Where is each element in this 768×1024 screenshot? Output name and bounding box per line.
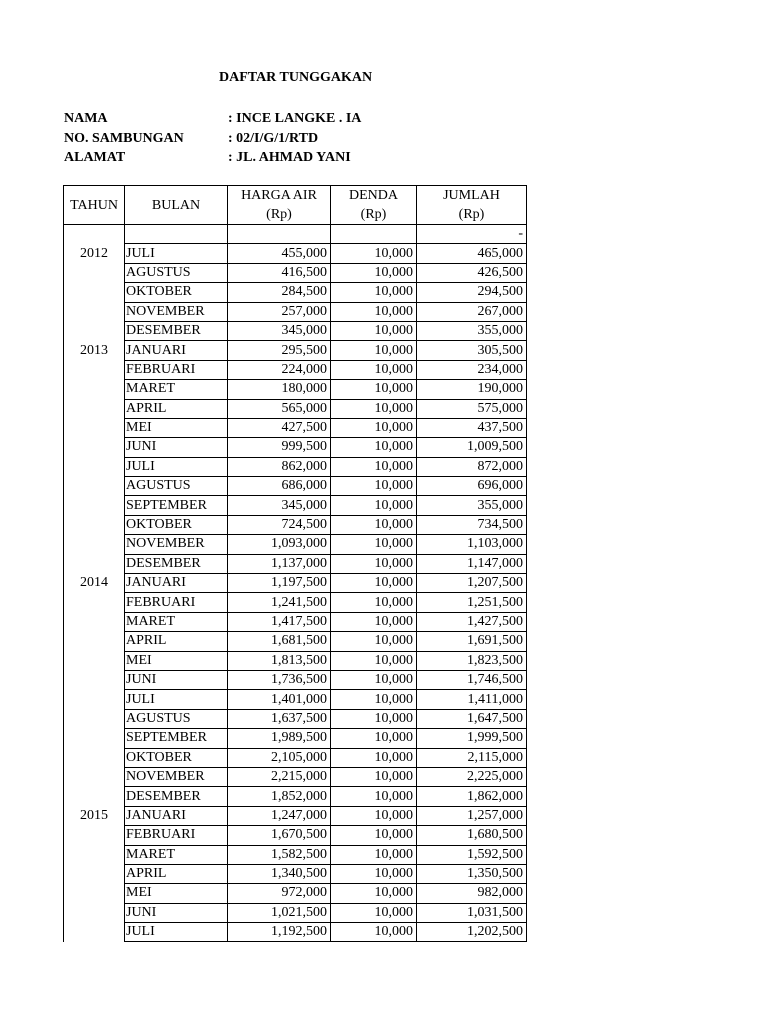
cell-bulan: AGUSTUS xyxy=(125,477,228,496)
cell-jumlah: 2,225,000 xyxy=(417,767,527,786)
table-row xyxy=(64,477,527,496)
cell-denda: 10,000 xyxy=(331,787,417,806)
cell-tahun xyxy=(64,923,125,942)
cell-harga-air: 224,000 xyxy=(228,360,331,379)
cell-tahun xyxy=(64,845,125,864)
cell-denda: 10,000 xyxy=(331,341,417,360)
cell-harga-air: 2,105,000 xyxy=(228,748,331,767)
cell-bulan: SEPTEMBER xyxy=(125,729,228,748)
cell-harga-air: 724,500 xyxy=(228,515,331,534)
cell-bulan xyxy=(125,225,228,244)
info-row-sambungan xyxy=(64,129,361,149)
cell-harga-air: 565,000 xyxy=(228,399,331,418)
cell-jumlah: 575,000 xyxy=(417,399,527,418)
cell-bulan: SEPTEMBER xyxy=(125,496,228,515)
cell-tahun xyxy=(64,535,125,554)
cell-harga-air: 1,582,500 xyxy=(228,845,331,864)
cell-denda: 10,000 xyxy=(331,321,417,340)
cell-tahun xyxy=(64,399,125,418)
table-row xyxy=(64,864,527,883)
col-header-bulan: BULAN xyxy=(125,186,228,225)
table-row xyxy=(64,748,527,767)
cell-harga-air: 1,247,000 xyxy=(228,806,331,825)
cell-jumlah: 437,500 xyxy=(417,418,527,437)
cell-jumlah: 426,500 xyxy=(417,263,527,282)
cell-jumlah: 355,000 xyxy=(417,496,527,515)
col-header-harga-air xyxy=(228,186,331,225)
cell-jumlah: 1,647,500 xyxy=(417,709,527,728)
cell-harga-air: 972,000 xyxy=(228,884,331,903)
cell-bulan: JUNI xyxy=(125,670,228,689)
cell-tahun xyxy=(64,477,125,496)
cell-bulan: JANUARI xyxy=(125,341,228,360)
table-row xyxy=(64,923,527,942)
cell-harga-air: 1,637,500 xyxy=(228,709,331,728)
cell-denda: 10,000 xyxy=(331,380,417,399)
cell-jumlah: 1,592,500 xyxy=(417,845,527,864)
cell-jumlah: 234,000 xyxy=(417,360,527,379)
cell-harga-air: 1,852,000 xyxy=(228,787,331,806)
cell-harga-air: 1,197,500 xyxy=(228,574,331,593)
header-unit: (Rp) xyxy=(266,207,292,222)
cell-bulan: JUNI xyxy=(125,903,228,922)
cell-tahun xyxy=(64,283,125,302)
table-row xyxy=(64,341,527,360)
cell-tahun: 2013 xyxy=(64,341,125,360)
cell-harga-air: 1,813,500 xyxy=(228,651,331,670)
cell-jumlah: 1,103,000 xyxy=(417,535,527,554)
cell-denda: 10,000 xyxy=(331,826,417,845)
table-row xyxy=(64,787,527,806)
cell-denda: 10,000 xyxy=(331,806,417,825)
cell-denda: 10,000 xyxy=(331,283,417,302)
header-label: HARGA AIR xyxy=(241,188,317,203)
cell-tahun: 2014 xyxy=(64,574,125,593)
cell-harga-air: 1,241,500 xyxy=(228,593,331,612)
cell-tahun xyxy=(64,670,125,689)
cell-bulan: APRIL xyxy=(125,864,228,883)
cell-harga-air: 1,401,000 xyxy=(228,690,331,709)
table-row xyxy=(64,806,527,825)
cell-tahun xyxy=(64,380,125,399)
cell-jumlah: 696,000 xyxy=(417,477,527,496)
cell-harga-air: 416,500 xyxy=(228,263,331,282)
cell-denda: 10,000 xyxy=(331,845,417,864)
cell-bulan: JANUARI xyxy=(125,806,228,825)
cell-bulan: APRIL xyxy=(125,632,228,651)
table-row xyxy=(64,418,527,437)
cell-jumlah: 294,500 xyxy=(417,283,527,302)
cell-denda: 10,000 xyxy=(331,670,417,689)
cell-tahun xyxy=(64,632,125,651)
cell-jumlah: 1,031,500 xyxy=(417,903,527,922)
info-row-alamat xyxy=(64,148,361,168)
cell-tahun xyxy=(64,748,125,767)
cell-tahun xyxy=(64,515,125,534)
cell-jumlah: 465,000 xyxy=(417,244,527,263)
cell-bulan: JULI xyxy=(125,457,228,476)
cell-denda: 10,000 xyxy=(331,864,417,883)
table-row xyxy=(64,244,527,263)
info-row-nama xyxy=(64,109,361,129)
cell-bulan: OKTOBER xyxy=(125,515,228,534)
cell-denda: 10,000 xyxy=(331,574,417,593)
info-value: : JL. AHMAD YANI xyxy=(228,150,351,165)
cell-jumlah: 1,350,500 xyxy=(417,864,527,883)
table-row xyxy=(64,612,527,631)
cell-denda: 10,000 xyxy=(331,263,417,282)
table-row xyxy=(64,321,527,340)
cell-harga-air: 1,137,000 xyxy=(228,554,331,573)
cell-harga-air: 1,417,500 xyxy=(228,612,331,631)
cell-denda: 10,000 xyxy=(331,457,417,476)
header-unit: (Rp) xyxy=(458,207,485,222)
cell-bulan: OKTOBER xyxy=(125,748,228,767)
cell-denda: 10,000 xyxy=(331,438,417,457)
cell-jumlah: 1,427,500 xyxy=(417,612,527,631)
cell-harga-air: 1,736,500 xyxy=(228,670,331,689)
cell-bulan: MEI xyxy=(125,651,228,670)
cell-jumlah: 267,000 xyxy=(417,302,527,321)
customer-info xyxy=(64,109,361,168)
cell-denda: 10,000 xyxy=(331,302,417,321)
cell-denda: 10,000 xyxy=(331,593,417,612)
cell-tahun xyxy=(64,360,125,379)
cell-tahun xyxy=(64,321,125,340)
cell-bulan: FEBRUARI xyxy=(125,593,228,612)
cell-jumlah: 982,000 xyxy=(417,884,527,903)
info-value: : INCE LANGKE . IA xyxy=(228,111,362,126)
cell-jumlah: 1,411,000 xyxy=(417,690,527,709)
table-row xyxy=(64,302,527,321)
cell-harga-air: 1,021,500 xyxy=(228,903,331,922)
cell-jumlah: 1,691,500 xyxy=(417,632,527,651)
cell-tahun xyxy=(64,302,125,321)
page-title: DAFTAR TUNGGAKAN xyxy=(219,70,373,85)
cell-jumlah: - xyxy=(417,225,527,244)
cell-bulan: JANUARI xyxy=(125,574,228,593)
cell-bulan: DESEMBER xyxy=(125,787,228,806)
cell-jumlah: 1,009,500 xyxy=(417,438,527,457)
cell-bulan: NOVEMBER xyxy=(125,302,228,321)
cell-denda: 10,000 xyxy=(331,651,417,670)
cell-harga-air: 999,500 xyxy=(228,438,331,457)
table-row xyxy=(64,496,527,515)
cell-bulan: JULI xyxy=(125,923,228,942)
col-header-denda xyxy=(331,186,417,225)
cell-tahun xyxy=(64,225,125,244)
cell-bulan: MEI xyxy=(125,418,228,437)
cell-jumlah: 1,999,500 xyxy=(417,729,527,748)
table-row xyxy=(64,903,527,922)
cell-bulan: AGUSTUS xyxy=(125,709,228,728)
cell-tahun xyxy=(64,263,125,282)
info-label: ALAMAT xyxy=(64,150,126,165)
cell-harga-air: 345,000 xyxy=(228,321,331,340)
cell-harga-air: 1,670,500 xyxy=(228,826,331,845)
table-row xyxy=(64,593,527,612)
cell-bulan: FEBRUARI xyxy=(125,826,228,845)
cell-jumlah: 734,500 xyxy=(417,515,527,534)
cell-harga-air: 455,000 xyxy=(228,244,331,263)
cell-tahun: 2015 xyxy=(64,806,125,825)
col-header-tahun: TAHUN xyxy=(64,186,125,225)
cell-tahun xyxy=(64,438,125,457)
cell-denda: 10,000 xyxy=(331,244,417,263)
table-row xyxy=(64,457,527,476)
cell-denda: 10,000 xyxy=(331,515,417,534)
cell-jumlah: 1,823,500 xyxy=(417,651,527,670)
cell-jumlah: 1,202,500 xyxy=(417,923,527,942)
table-row xyxy=(64,380,527,399)
cell-denda: 10,000 xyxy=(331,399,417,418)
cell-denda: 10,000 xyxy=(331,535,417,554)
table-row xyxy=(64,632,527,651)
table-row xyxy=(64,709,527,728)
cell-harga-air: 1,340,500 xyxy=(228,864,331,883)
cell-bulan: JULI xyxy=(125,244,228,263)
cell-jumlah: 1,147,000 xyxy=(417,554,527,573)
cell-tahun xyxy=(64,709,125,728)
cell-bulan: JUNI xyxy=(125,438,228,457)
info-value: : 02/I/G/1/RTD xyxy=(228,130,319,146)
cell-tahun xyxy=(64,864,125,883)
cell-bulan: NOVEMBER xyxy=(125,767,228,786)
table-row xyxy=(64,729,527,748)
cell-denda: 10,000 xyxy=(331,612,417,631)
cell-denda: 10,000 xyxy=(331,496,417,515)
col-header-jumlah xyxy=(417,186,527,225)
cell-tahun: 2012 xyxy=(64,244,125,263)
info-label: NAMA xyxy=(64,111,108,126)
cell-bulan: MARET xyxy=(125,845,228,864)
cell-harga-air: 1,681,500 xyxy=(228,632,331,651)
table-row xyxy=(64,690,527,709)
cell-bulan: OKTOBER xyxy=(125,283,228,302)
info-label: NO. SAMBUNGAN xyxy=(64,130,184,146)
cell-jumlah: 872,000 xyxy=(417,457,527,476)
cell-harga-air: 427,500 xyxy=(228,418,331,437)
cell-jumlah: 1,862,000 xyxy=(417,787,527,806)
cell-denda: 10,000 xyxy=(331,884,417,903)
cell-jumlah: 355,000 xyxy=(417,321,527,340)
cell-denda: 10,000 xyxy=(331,632,417,651)
cell-denda: 10,000 xyxy=(331,709,417,728)
header-label: JUMLAH xyxy=(443,188,500,203)
cell-jumlah: 190,000 xyxy=(417,380,527,399)
header-unit: (Rp) xyxy=(360,207,387,222)
cell-bulan: AGUSTUS xyxy=(125,263,228,282)
table-row xyxy=(64,884,527,903)
cell-bulan: DESEMBER xyxy=(125,554,228,573)
cell-denda xyxy=(331,225,417,244)
table-row xyxy=(64,826,527,845)
table-row xyxy=(64,399,527,418)
cell-denda: 10,000 xyxy=(331,767,417,786)
cell-harga-air: 2,215,000 xyxy=(228,767,331,786)
table-row xyxy=(64,263,527,282)
arrears-table xyxy=(63,185,527,942)
cell-harga-air: 862,000 xyxy=(228,457,331,476)
cell-denda: 10,000 xyxy=(331,690,417,709)
cell-tahun xyxy=(64,418,125,437)
cell-harga-air: 295,500 xyxy=(228,341,331,360)
cell-bulan: JULI xyxy=(125,690,228,709)
table-row xyxy=(64,670,527,689)
cell-harga-air: 345,000 xyxy=(228,496,331,515)
table-row xyxy=(64,554,527,573)
table-row xyxy=(64,225,527,244)
table-row xyxy=(64,535,527,554)
header-label: DENDA xyxy=(349,188,398,203)
cell-harga-air xyxy=(228,225,331,244)
cell-jumlah: 1,251,500 xyxy=(417,593,527,612)
cell-harga-air: 257,000 xyxy=(228,302,331,321)
cell-denda: 10,000 xyxy=(331,923,417,942)
table-header-row xyxy=(64,186,527,225)
cell-bulan: MEI xyxy=(125,884,228,903)
cell-denda: 10,000 xyxy=(331,360,417,379)
cell-harga-air: 284,500 xyxy=(228,283,331,302)
table-row xyxy=(64,515,527,534)
cell-bulan: MARET xyxy=(125,380,228,399)
cell-jumlah: 2,115,000 xyxy=(417,748,527,767)
cell-tahun xyxy=(64,767,125,786)
cell-harga-air: 686,000 xyxy=(228,477,331,496)
cell-bulan: MARET xyxy=(125,612,228,631)
cell-denda: 10,000 xyxy=(331,554,417,573)
cell-bulan: NOVEMBER xyxy=(125,535,228,554)
table-row xyxy=(64,360,527,379)
table-row xyxy=(64,845,527,864)
cell-tahun xyxy=(64,554,125,573)
cell-jumlah: 1,746,500 xyxy=(417,670,527,689)
cell-tahun xyxy=(64,826,125,845)
cell-tahun xyxy=(64,729,125,748)
cell-denda: 10,000 xyxy=(331,748,417,767)
cell-bulan: DESEMBER xyxy=(125,321,228,340)
cell-bulan: FEBRUARI xyxy=(125,360,228,379)
cell-harga-air: 1,093,000 xyxy=(228,535,331,554)
cell-jumlah: 1,680,500 xyxy=(417,826,527,845)
cell-tahun xyxy=(64,496,125,515)
cell-tahun xyxy=(64,651,125,670)
table-body xyxy=(64,225,527,942)
cell-denda: 10,000 xyxy=(331,729,417,748)
table-row xyxy=(64,574,527,593)
cell-tahun xyxy=(64,787,125,806)
cell-bulan: APRIL xyxy=(125,399,228,418)
table-row xyxy=(64,651,527,670)
cell-denda: 10,000 xyxy=(331,477,417,496)
cell-harga-air: 1,192,500 xyxy=(228,923,331,942)
cell-harga-air: 1,989,500 xyxy=(228,729,331,748)
cell-tahun xyxy=(64,690,125,709)
cell-jumlah: 1,257,000 xyxy=(417,806,527,825)
table-row xyxy=(64,767,527,786)
cell-jumlah: 305,500 xyxy=(417,341,527,360)
cell-tahun xyxy=(64,612,125,631)
table-row xyxy=(64,283,527,302)
cell-tahun xyxy=(64,884,125,903)
cell-denda: 10,000 xyxy=(331,903,417,922)
cell-tahun xyxy=(64,593,125,612)
cell-tahun xyxy=(64,457,125,476)
table-row xyxy=(64,438,527,457)
cell-harga-air: 180,000 xyxy=(228,380,331,399)
cell-jumlah: 1,207,500 xyxy=(417,574,527,593)
cell-tahun xyxy=(64,903,125,922)
cell-denda: 10,000 xyxy=(331,418,417,437)
